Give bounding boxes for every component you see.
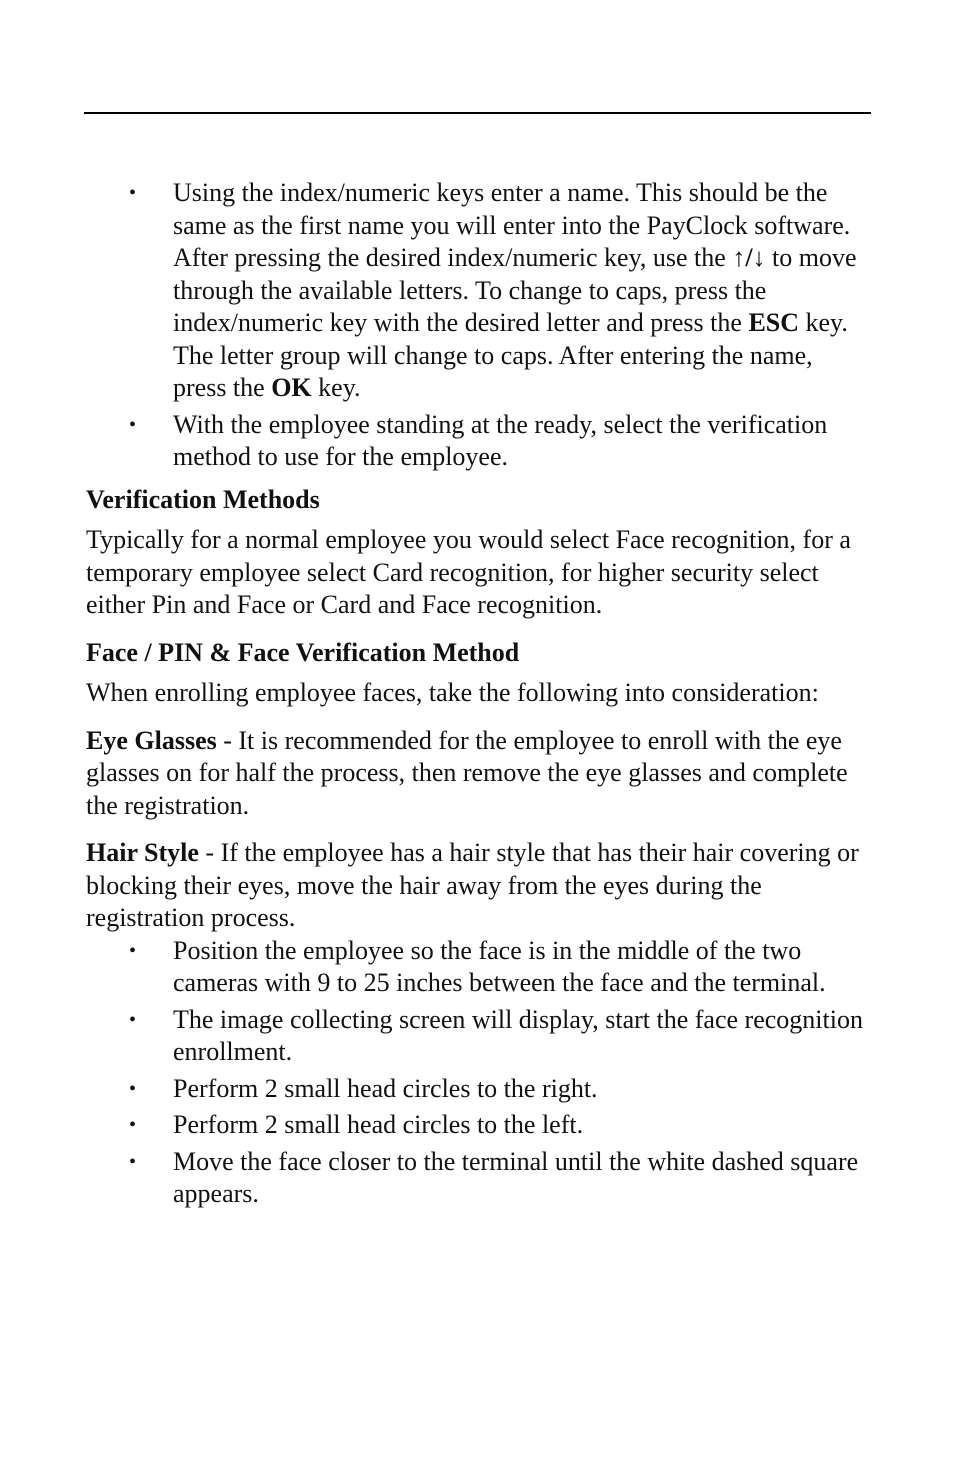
- list-item: [86, 1109, 870, 1142]
- page-content: [86, 177, 870, 1215]
- bullet-icon: •: [129, 1008, 137, 1031]
- esc-key-label: ESC: [748, 308, 800, 337]
- face-verification-heading: Face / PIN & Face Verification Method: [86, 637, 520, 667]
- enrollment-intro-paragraph: When enrolling employee faces, take the following into consideration:: [86, 678, 819, 707]
- step-text: The image collecting screen will display, start the face recognition enrollment.: [173, 1004, 863, 1066]
- list-item: [86, 177, 870, 405]
- enrollment-steps-list: [86, 177, 870, 474]
- eye-glasses-paragraph: [86, 725, 870, 823]
- step-text: Perform 2 small head circles to the left.: [173, 1110, 584, 1139]
- step-text: Move the face closer to the terminal until the white dashed square appears.: [173, 1146, 859, 1208]
- arrow-keys-label: ↑/↓: [732, 243, 766, 272]
- bullet-icon: •: [129, 939, 137, 962]
- eye-glasses-term: Eye Glasses: [86, 725, 217, 755]
- step-text-part: key.: [311, 373, 361, 402]
- ok-key-label: OK: [271, 373, 312, 402]
- bullet-icon: •: [129, 1077, 137, 1100]
- list-item: [86, 1073, 870, 1106]
- step-text: Position the employee so the face is in the middle of the two cameras with 9 to 25 inches between the face and the terminal.: [173, 935, 826, 997]
- list-item: [86, 1146, 870, 1211]
- list-item: [86, 935, 870, 1000]
- step-text-part: Using the index/numeric keys enter a name. This should be the same as the first name you will enter into the PayClock software. After pressing the desired index/numeric key, use the: [173, 178, 851, 272]
- step-text-part: to move through the available letters. To change to caps, press the index/numeric key with the desired letter and press the: [173, 243, 857, 337]
- hair-style-term: Hair Style: [86, 838, 199, 867]
- bullet-icon: •: [129, 1114, 137, 1136]
- face-enrollment-steps-list: [86, 935, 870, 1211]
- hair-style-text: - If the employee has a hair style that has their hair covering or blocking their eyes, move the hair away from the eyes during the registration process.: [86, 838, 859, 932]
- header-rule: [84, 112, 871, 114]
- verification-methods-heading: Verification Methods: [86, 484, 320, 514]
- list-item: [86, 409, 870, 474]
- bullet-icon: •: [129, 1150, 137, 1173]
- verification-methods-paragraph: Typically for a normal employee you would select Face recognition, for a temporary employee select Card recognition, for higher security select either Pin and Face or Card and Face recognition.: [86, 525, 851, 619]
- hair-style-paragraph: [86, 837, 870, 935]
- step-text: Perform 2 small head circles to the right.: [173, 1073, 598, 1103]
- bullet-icon: •: [129, 413, 137, 436]
- list-item: [86, 1004, 870, 1069]
- bullet-icon: •: [129, 182, 137, 204]
- step-text: With the employee standing at the ready, select the verification method to use for the employee.: [173, 409, 828, 471]
- eye-glasses-text: - It is recommended for the employee to enroll with the eye glasses on for half the process, then remove the eye glasses and complete the registration.: [86, 725, 848, 820]
- step-text-part: key. The letter group will change to caps. After entering the name, press the: [173, 308, 848, 402]
